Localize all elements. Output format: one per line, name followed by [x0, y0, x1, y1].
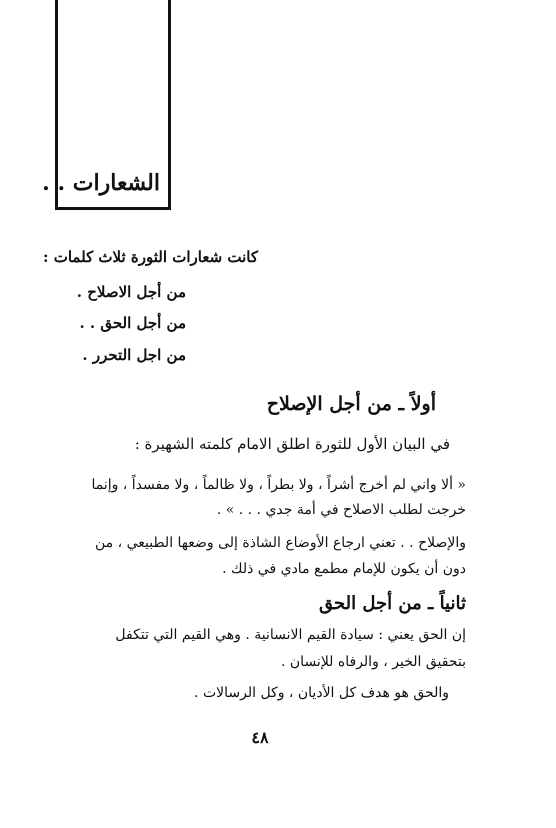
section1-line-3: خرجت لطلب الاصلاح في أمة جدي . . . » . — [216, 502, 466, 518]
section1-line-4: والإصلاح . . تعني ارجاع الأوضاع الشاذة إلى وضعها الطبيعي ، من — [95, 535, 466, 551]
section1-heading: أولاً ـ من أجل الإصلاح — [266, 393, 436, 415]
slogan-3: من اجل التحرر . — [82, 346, 186, 364]
section2-line-2: بتحقيق الخير ، والرفاه للإنسان . — [281, 654, 466, 670]
chapter-title-box — [42, 0, 171, 210]
slogan-2: من أجل الحق . . — [79, 314, 186, 332]
slogan-1: من أجل الاصلاح . — [76, 283, 186, 301]
section1-line-2: « ألا واني لم أخرج أشراً ، ولا بطراً ، ولا ظالماً ، ولا مفسداً ، وإنما — [91, 477, 466, 493]
section1-line-1: في البيان الأول للثورة اطلق الامام كلمته الشهيرة : — [134, 435, 450, 453]
section2-line-3: والحق هو هدف كل الأديان ، وكل الرسالات . — [194, 685, 449, 701]
section1-line-5: دون أن يكون للإمام مطمع مادي في ذلك . — [222, 561, 466, 577]
intro-line: كانت شعارات الثورة ثلاث كلمات : — [42, 248, 258, 266]
section2-line-1: إن الحق يعني : سيادة القيم الانسانية . وهي القيم التي تتكفل — [115, 627, 466, 643]
page-number: ٤٨ — [251, 728, 269, 747]
chapter-title: الشعارات . . — [42, 170, 160, 196]
section2-heading: ثانياً ـ من أجل الحق — [319, 593, 466, 614]
